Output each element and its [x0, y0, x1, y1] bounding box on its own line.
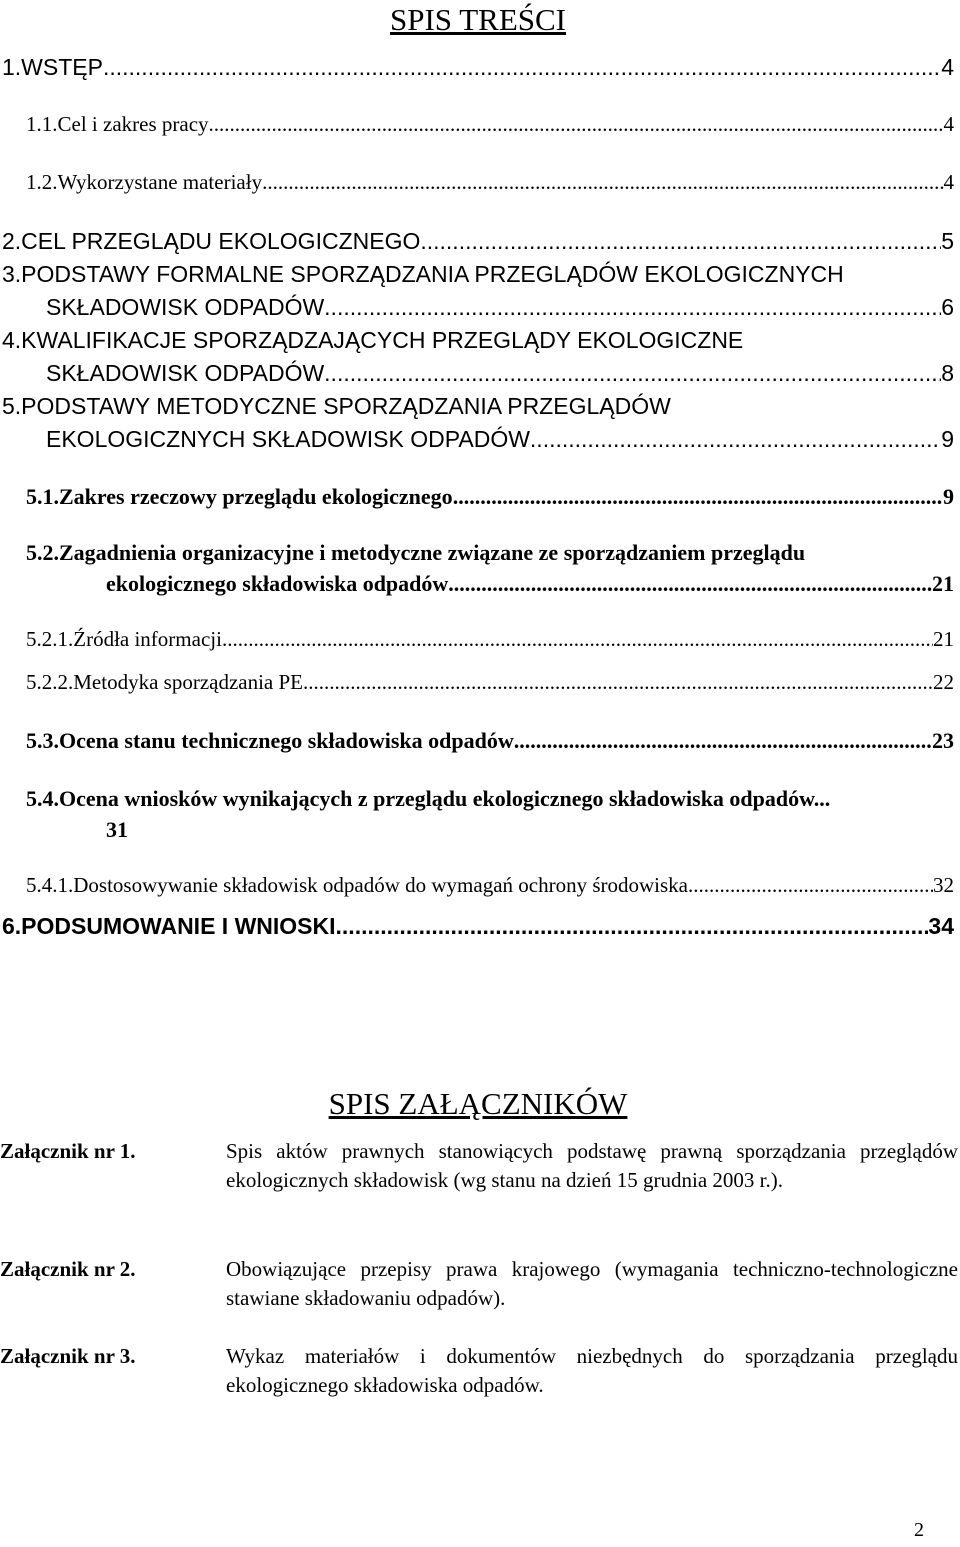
toc-entry-label: 6.PODSUMOWANIE I WNIOSKI: [2, 913, 336, 939]
toc-entry-label: 5.2.2.Metodyka sporządzania PE: [26, 670, 304, 694]
toc-leader-dots: [688, 873, 933, 898]
toc-entry[interactable]: [26, 873, 954, 898]
toc-entry-page: 9: [941, 426, 954, 452]
toc-leader-dots: [453, 484, 943, 510]
toc-entry-page: 8: [941, 360, 954, 386]
toc-leader-dots: [448, 571, 932, 597]
toc-entry-label[interactable]: 4.KWALIFIKACJE SPORZĄDZAJĄCYCH PRZEGLĄDY EKOLOGICZNE: [2, 327, 744, 353]
toc-entry-label[interactable]: 5.4.Ocena wniosków wynikających z przeglądu ekologicznego składowiska odpadów...: [26, 786, 831, 811]
toc-entry-label[interactable]: 5.PODSTAWY METODYCZNE SPORZĄDZANIA PRZEGLĄDÓW: [2, 393, 671, 419]
toc-entry-label-cont: SKŁADOWISK ODPADÓW: [46, 360, 325, 386]
toc-leader-dots: [303, 670, 933, 695]
toc-entry-label: 1.1.Cel i zakres pracy: [26, 112, 209, 136]
toc-entry[interactable]: [2, 54, 954, 81]
toc-entry-label-cont: SKŁADOWISK ODPADÓW: [46, 294, 325, 320]
toc-entry-page: 4: [943, 112, 954, 136]
toc-entry-label[interactable]: 3.PODSTAWY FORMALNE SPORZĄDZANIA PRZEGLĄDÓW EKOLOGICZNYCH: [2, 261, 844, 287]
toc-entry-page: 21: [933, 627, 954, 651]
toc-entry-page: 4: [943, 170, 954, 194]
toc-entry-page: 22: [933, 670, 954, 694]
toc-entry[interactable]: [26, 170, 954, 195]
toc-entry-label: 5.4.1.Dostosowywanie składowisk odpadów do wymagań ochrony środowiska: [26, 873, 689, 897]
attachment-label: Załącznik nr 2.: [0, 1257, 136, 1281]
toc-leader-dots: [420, 228, 941, 255]
attachment-label: Załącznik nr 1.: [0, 1139, 136, 1163]
toc-leader-dots: [222, 627, 933, 652]
attachment-label: Załącznik nr 3.: [0, 1344, 136, 1368]
toc-entry-page: 6: [941, 294, 954, 320]
attachment-description: Wykaz materiałów i dokumentów niezbędnych do sporządzania przeglądu ekologicznego składowiska odpadów.: [226, 1344, 958, 1397]
toc-entry-label-cont: ekologicznego składowiska odpadów: [106, 571, 449, 596]
toc-entry[interactable]: [106, 571, 954, 597]
toc-leader-dots: [262, 170, 943, 195]
toc-entry-page: 21: [932, 571, 954, 596]
toc-entry-label: 1.2.Wykorzystane materiały: [26, 170, 263, 194]
toc-entry[interactable]: [2, 913, 954, 940]
toc-entry-label: 5.2.1.Źródła informacji: [26, 627, 222, 651]
toc-entry[interactable]: [26, 627, 954, 652]
toc-entry-label: 5.1.Zakres rzeczowy przeglądu ekologicznego: [26, 484, 453, 509]
toc-entry-label: 5.3.Ocena stanu technicznego składowiska odpadów: [26, 728, 514, 753]
toc-entry-page: 23: [932, 728, 954, 753]
toc-entry[interactable]: [26, 728, 954, 754]
attachment-description: Spis aktów prawnych stanowiących podstawę prawną sporządzania przeglądów ekologicznych składowisk (wg stanu na dzień 15 grudnia 2003 r.).: [226, 1139, 958, 1192]
toc-entry-page: 32: [933, 873, 954, 897]
toc-entry[interactable]: [2, 228, 954, 255]
attachment-description: Obowiązujące przepisy prawa krajowego (wymagania techniczno-technologiczne stawiane składowaniu odpadów).: [226, 1257, 958, 1310]
toc-title: SPIS TREŚCI: [389, 2, 567, 37]
toc-leader-dots: [324, 360, 941, 387]
toc-entry[interactable]: [46, 360, 954, 387]
toc-entry-page: 9: [943, 484, 954, 509]
toc-leader-dots: [336, 913, 929, 940]
attachments-title: SPIS ZAŁĄCZNIKÓW: [328, 1086, 628, 1121]
toc-leader-dots: [103, 54, 941, 81]
toc-entry[interactable]: [26, 670, 954, 695]
toc-entry-page: 5: [941, 228, 954, 254]
toc-entry[interactable]: [26, 112, 954, 137]
page-number: 2: [914, 1519, 924, 1541]
toc-entry-page: 4: [941, 54, 954, 80]
toc-entry[interactable]: [46, 426, 954, 453]
toc-entry-label[interactable]: 5.2.Zagadnienia organizacyjne i metodyczne związane ze sporządzaniem przeglądu: [26, 540, 806, 565]
toc-entry[interactable]: [26, 484, 954, 510]
toc-entry-label: 1.WSTĘP: [2, 54, 103, 80]
toc-entry-label-cont: EKOLOGICZNYCH SKŁADOWISK ODPADÓW: [46, 426, 530, 452]
toc-entry[interactable]: [46, 294, 954, 321]
toc-leader-dots: [209, 112, 944, 137]
toc-leader-dots: [530, 426, 941, 453]
toc-entry-page: 31: [106, 817, 128, 842]
toc-entry-label: 2.CEL PRZEGLĄDU EKOLOGICZNEGO: [2, 228, 421, 254]
toc-leader-dots: [324, 294, 941, 321]
toc-entry-page: 34: [928, 913, 954, 939]
toc-leader-dots: [514, 728, 932, 754]
